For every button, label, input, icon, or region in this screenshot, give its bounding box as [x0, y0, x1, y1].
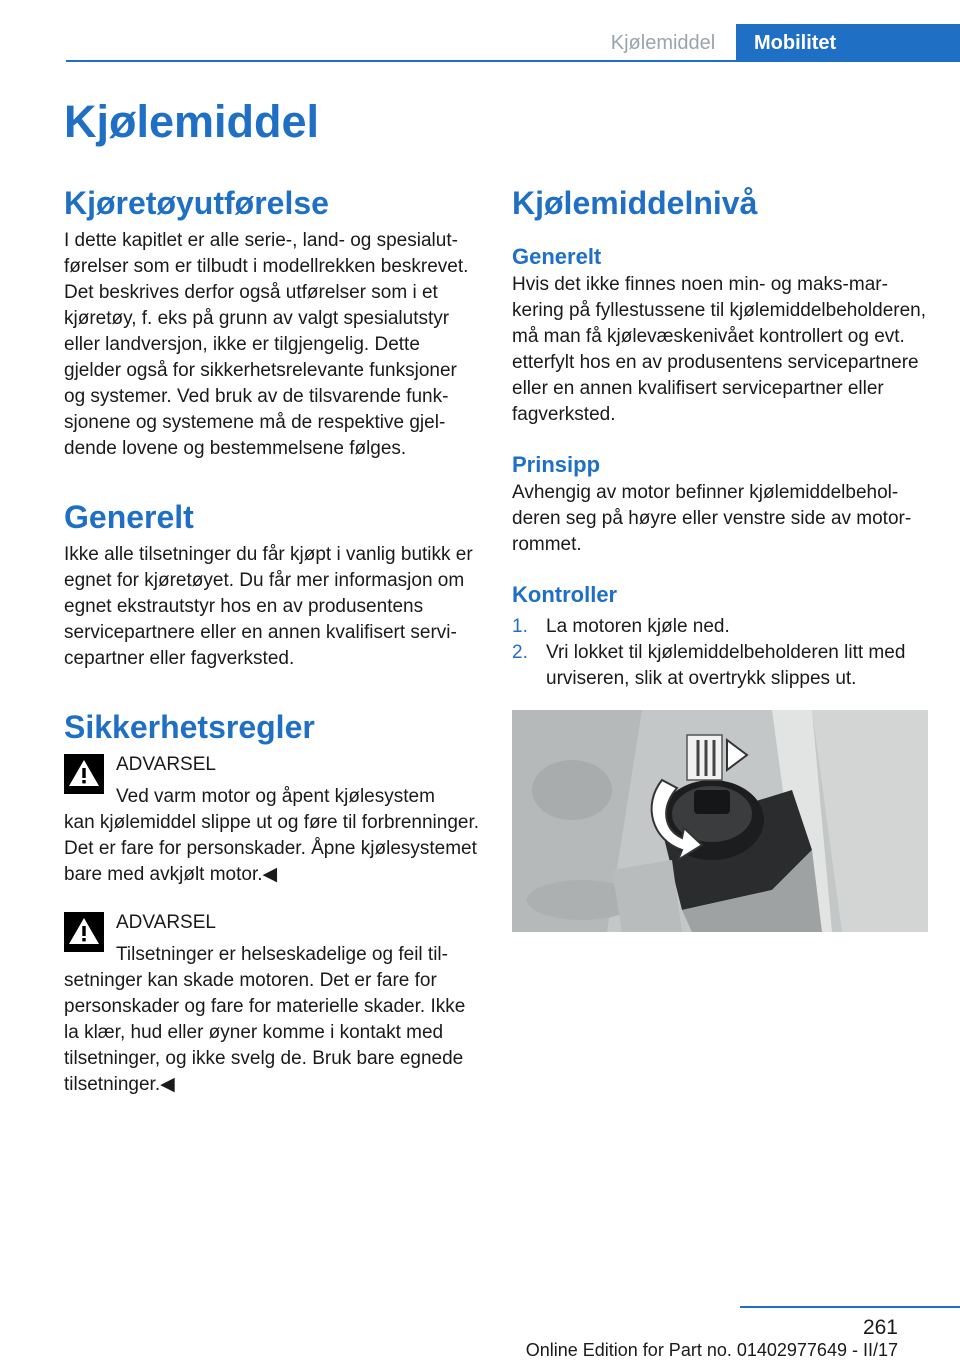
step-number: 2.	[512, 642, 528, 663]
page-number: 261	[862, 1316, 898, 1339]
left-column	[64, 178, 480, 1098]
warning-first-line: Ved varm motor og åpent kjølesystem	[116, 786, 435, 807]
principle-heading: Prinsipp	[512, 452, 601, 477]
footer-rule	[740, 1306, 960, 1308]
safety-heading: Sikkerhetsregler	[64, 709, 315, 745]
warning-triangle-icon	[64, 912, 104, 952]
warning-label: ADVARSEL	[116, 754, 216, 775]
warning-2	[64, 910, 480, 1098]
step-item	[512, 640, 928, 692]
page-title: Kjølemiddel	[64, 96, 320, 147]
right-general-body: Hvis det ikke finnes noen min- og maks-markering på fyllestussene til kjølemiddelbeholderen, må man få kjølevæskenivået kontrollert og evt. etterfylt hos en av produsentens servicepartnere eller en annen kvalifisert servicepartner eller fagverksted.	[512, 274, 927, 425]
step-item	[512, 614, 928, 640]
header-rule	[66, 60, 960, 62]
warning-text: setninger kan skade motoren. Det er fare for personskader og fare for materielle skader. Ikke la klær, hud eller øyner komme i kontakt med tilsetninger, og ikke svelg de. Bruk bare egnede tilsetninger.◀	[64, 970, 466, 1095]
warning-first-line: Tilsetninger er helseskadelige og feil til-	[116, 944, 448, 965]
right-general-heading: Generelt	[512, 244, 602, 269]
warning-label: ADVARSEL	[116, 912, 216, 933]
vehicle-heading: Kjøretøyutførelse	[64, 185, 329, 221]
check-steps	[512, 614, 928, 692]
general-heading: Generelt	[64, 499, 194, 535]
edition-note: Online Edition for Part no. 01402977649 - II/17	[525, 1340, 898, 1360]
check-heading: Kontroller	[512, 582, 618, 607]
coolant-reservoir-figure	[512, 710, 928, 932]
general-body: Ikke alle tilsetninger du får kjøpt i vanlig butikk er egnet for kjøretøyet. Du får mer informasjon om egnet ekstrautstyr hos en av produsentens servicepartnere eller en annen kvalifisert servicepartner eller fagverksted.	[64, 544, 473, 669]
warning-1	[64, 752, 480, 888]
coolant-level-heading: Kjølemiddelnivå	[512, 185, 758, 221]
step-number: 1.	[512, 616, 528, 637]
header-chapter-tab: Mobilitet	[736, 24, 960, 62]
warning-text: kan kjølemiddel slippe ut og føre til forbrenninger. Det er fare for personskader. Åpne kjølesystemet bare med avkjølt motor.◀	[64, 812, 480, 885]
header-section-tab: Kjølemiddel	[610, 32, 716, 54]
warning-triangle-icon	[64, 754, 104, 794]
step-text: La motoren kjøle ned.	[546, 616, 730, 637]
step-text: Vri lokket til kjølemiddelbeholderen litt med urviseren, slik at overtrykk slippes ut.	[546, 642, 906, 689]
principle-body: Avhengig av motor befinner kjølemiddelbeholderen seg på høyre eller venstre side av motorrommet.	[512, 482, 912, 555]
vehicle-body: I dette kapitlet er alle serie-, land- og spesialutførelser som er tilbudt i modellrekken beskrevet. Det beskrives derfor også utførelser som i et kjøretøy, f. eks på grunn av valgt spesialutstyr eller landversjon, ikke er tilgjengelig. Dette gjelder også for sikkerhetsrelevante funksjoner og systemer. Ved bruk av de tilsvarende funksjonene og systemene må de respektive gjeldende lovene og bestemmelsene følges.	[64, 230, 469, 459]
right-column	[512, 178, 928, 932]
